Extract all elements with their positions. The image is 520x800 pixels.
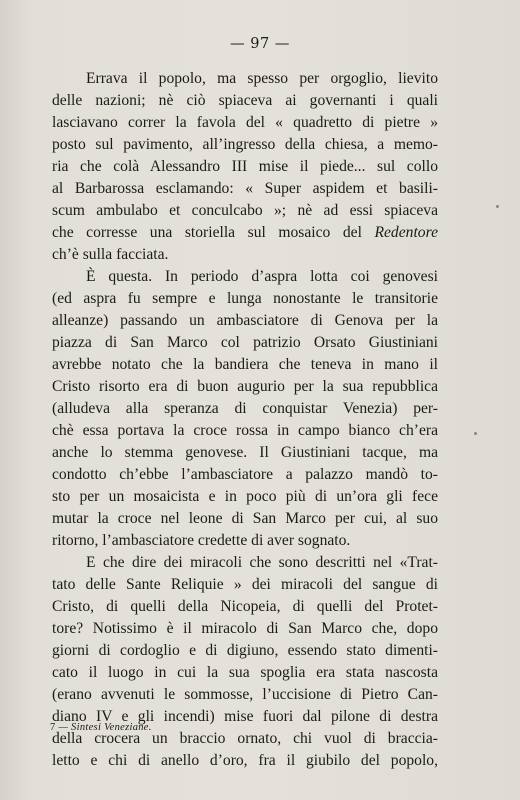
text-line: ritorno, l’ambasciatore credette di aver sognato. [52, 532, 351, 549]
text-line: sto per un mosaicista e in poco più di un’ora gli fece [52, 488, 438, 505]
text-line: alleanze) passando un ambasciatore di Genova per la [52, 312, 438, 329]
text-line: delle nazioni; nè ciò spiaceva ai governanti i quali [52, 92, 438, 109]
text-line: mutar la croce nel leone di San Marco per cui, al suo [52, 510, 438, 527]
text-line: Cristo, di quelli della Nicopeia, di quelli del Protet- [52, 598, 438, 615]
text-line: diano IV e gli incendi) mise fuori dal pilone di destra [52, 708, 438, 725]
text-line: lasciavano correr la favola del « quadretto di pietre » [52, 114, 438, 131]
text-line: (alludeva alla speranza di conquistar Venezia) per- [52, 400, 438, 417]
text-line: E che dire dei miracoli che sono descritti nel «Trat- [86, 554, 438, 571]
body-text [52, 68, 438, 772]
paper-speck [496, 205, 499, 208]
text-line: cato il luogo in cui la sua spoglia era stata nascosta [52, 664, 438, 681]
text-line: È questa. In periodo d’aspra lotta coi genovesi [86, 268, 438, 285]
text-line: anche lo stemma genovese. Il Giustiniani tacque, ma [52, 444, 438, 461]
text-line: al Barbarossa esclamando: « Super aspidem et basili- [52, 180, 438, 197]
signature-title: — Sintesi Veneziane. [58, 722, 152, 733]
text-line: Cristo risorto era di buon augurio per la sua repubblica [52, 378, 438, 395]
text-line: posto sul pavimento, all’ingresso della chiesa, a memo- [52, 136, 438, 153]
paragraph-1 [52, 68, 438, 266]
signature-number: 7 [50, 722, 56, 733]
text-line: avrebbe notato che la bandiera che teneva in mano il [52, 356, 438, 373]
text-line: scum ambulabo et conculcabo »; nè ad essi spiaceva [52, 202, 438, 219]
text-line: Errava il popolo, ma spesso per orgoglio, lievito [86, 70, 438, 87]
paragraph-3 [52, 552, 438, 772]
text-line: condotto ch’ebbe l’ambasciatore a palazzo mandò to- [52, 466, 438, 483]
text-line: della crocera un braccio ornato, chi vuol di braccia- [52, 730, 438, 747]
paragraph-2 [52, 266, 438, 552]
paper-speck [474, 432, 477, 435]
text-line: ria che colà Alessandro III mise il piede... sul collo [52, 158, 438, 175]
text-line: letto e chi di anello d’oro, fra il giubilo del popolo, [52, 752, 438, 769]
signature-footer [50, 722, 152, 733]
text-line: tore? Notissimo è il miracolo di San Marco che, dopo [52, 620, 438, 637]
text-line: piazza di San Marco col patrizio Orsato Giustiniani [52, 334, 438, 351]
text-line: (ed aspra fu sempre e lunga nonostante le transitorie [52, 290, 438, 307]
text-line: (erano avvenuti le sommosse, l’uccisione di Pietro Can- [52, 686, 438, 703]
text-line: giorni di cordoglio e di digiuno, essendo stato dimenti- [52, 642, 438, 659]
text-line: chè essa portava la croce rossa in campo bianco ch’era [52, 422, 438, 439]
text-line: tato delle Sante Reliquie » dei miracoli del sangue di [52, 576, 438, 593]
page-number: — 97 — [230, 36, 290, 52]
text-line: ch’è sulla facciata. [52, 246, 169, 263]
text-line-redentore: che corresse una storiella sul mosaico del Redentore [52, 224, 438, 241]
